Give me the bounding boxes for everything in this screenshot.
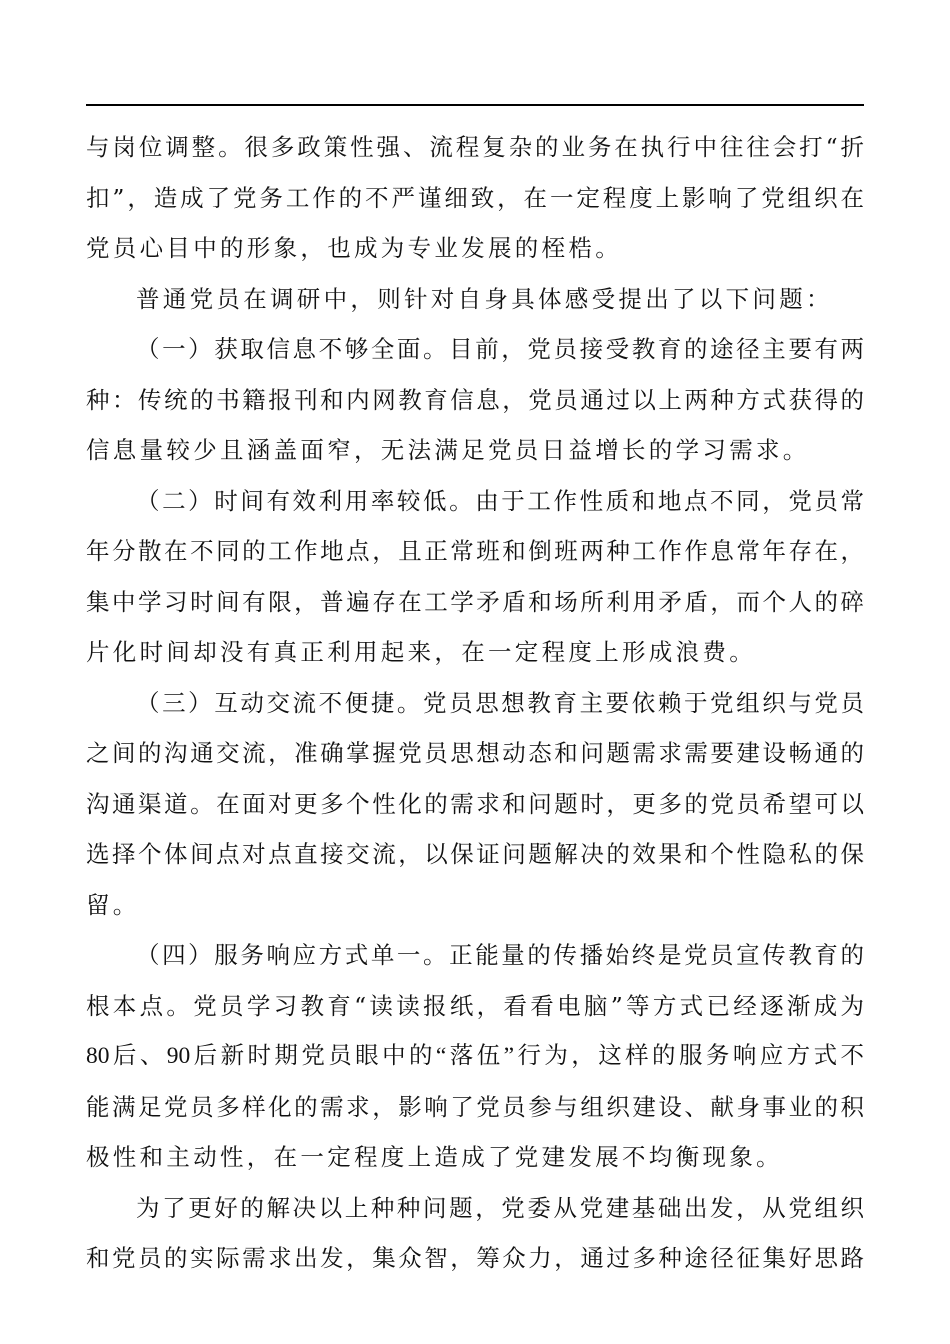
text-line: 沟通渠道。在面对更多个性化的需求和问题时，更多的党员希望可以 — [86, 789, 864, 818]
text-line: 与岗位调整。很多政策性强、流程复杂的业务在执行中往往会打“折 — [86, 133, 864, 161]
paragraph-first-line: （二）时间有效利用率较低。由于工作性质和地点不同，党员常 — [136, 486, 864, 515]
text-line: 之间的沟通交流，准确掌握党员思想动态和问题需求需要建设畅通的 — [86, 739, 864, 767]
text-line: 党员心目中的形象，也成为专业发展的桎梏。 — [86, 234, 622, 262]
text-line: 和党员的实际需求出发，集众智，筹众力，通过多种途径征集好思路 — [86, 1244, 864, 1272]
text-line: 信息量较少且涵盖面窄，无法满足党员日益增长的学习需求。 — [86, 436, 810, 464]
text-line: 极性和主动性，在一定程度上造成了党建发展不均衡现象。 — [86, 1143, 783, 1171]
text-line: 根本点。党员学习教育“读读报纸，看看电脑”等方式已经逐渐成为 — [86, 991, 864, 1020]
text-line: 扣”，造成了党务工作的不严谨细致，在一定程度上影响了党组织在 — [86, 183, 864, 212]
paragraph-first-line: 为了更好的解决以上种种问题，党委从党建基础出发，从党组织 — [136, 1193, 864, 1222]
text-line: 年分散在不同的工作地点，且正常班和倒班两种工作作息常年存在， — [86, 537, 864, 565]
header-rule — [86, 104, 864, 106]
paragraph-first-line: （一）获取信息不够全面。目前，党员接受教育的途径主要有两 — [136, 335, 864, 363]
text-line: 能满足党员多样化的需求，影响了党员参与组织建设、献身事业的积 — [86, 1092, 864, 1121]
text-line: 选择个体间点对点直接交流，以保证问题解决的效果和个性隐私的保 — [86, 840, 864, 868]
paragraph-first-line: （四）服务响应方式单一。正能量的传播始终是党员宣传教育的 — [136, 941, 864, 969]
text-line: 80后、90后新时期党员眼中的“落伍”行为，这样的服务响应方式不 — [86, 1043, 864, 1069]
text-line: 留。 — [86, 890, 140, 919]
paragraph-first-line: （三）互动交流不便捷。党员思想教育主要依赖于党组织与党员 — [136, 688, 864, 717]
text-line: 片化时间却没有真正利用起来，在一定程度上形成浪费。 — [86, 638, 756, 666]
paragraph-first-line: 普通党员在调研中，则针对自身具体感受提出了以下问题： — [136, 284, 833, 313]
text-line: 集中学习时间有限，普遍存在工学矛盾和场所利用矛盾，而个人的碎 — [86, 587, 864, 616]
body-text — [86, 122, 864, 1284]
text-line: 种：传统的书籍报刊和内网教育信息，党员通过以上两种方式获得的 — [86, 385, 864, 414]
